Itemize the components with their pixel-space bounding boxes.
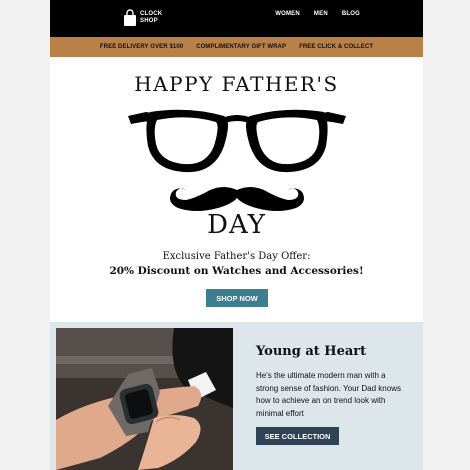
promo-bar (50, 37, 423, 57)
brand-name-line2: SHOP (140, 18, 158, 24)
main-nav (275, 11, 360, 17)
watch-photo (56, 328, 233, 470)
brand-name-line1: CLOCK (140, 11, 163, 17)
shopping-bag-icon (123, 9, 137, 27)
promo-gift-wrap: COMPLIMENTARY GIFT WRAP (196, 44, 287, 50)
brand-name (140, 11, 162, 25)
nav-link-women[interactable]: WOMEN (275, 11, 300, 17)
hero-title-day: DAY (207, 210, 266, 240)
top-navigation-bar (50, 0, 423, 37)
nav-link-blog[interactable]: BLOG (341, 11, 360, 17)
glasses-illustration (128, 108, 346, 176)
offer-discount: 20% Discount on Watches and Accessories! (109, 265, 364, 277)
hero-title: HAPPY FATHER'S (134, 72, 339, 96)
wrist-watch-image (56, 328, 233, 470)
offer-headline: Exclusive Father's Day Offer: (162, 251, 311, 262)
email-canvas (50, 0, 423, 470)
promo-click-collect: FREE CLICK & COLLECT (299, 44, 374, 50)
shop-now-button[interactable]: SHOP NOW (206, 289, 268, 307)
nav-link-men[interactable]: MEN (313, 11, 328, 17)
feature-description: He's the ultimate modern man with a strong sense of fashion. Your Dad knows how to achieve an on trend look with minimal effort (256, 371, 401, 418)
promo-free-delivery: FREE DELIVERY OVER $100 (99, 44, 184, 50)
see-collection-button[interactable]: SEE COLLECTION (256, 427, 339, 445)
feature-title: Young at Heart (256, 344, 367, 359)
brand-logo[interactable] (123, 9, 162, 27)
